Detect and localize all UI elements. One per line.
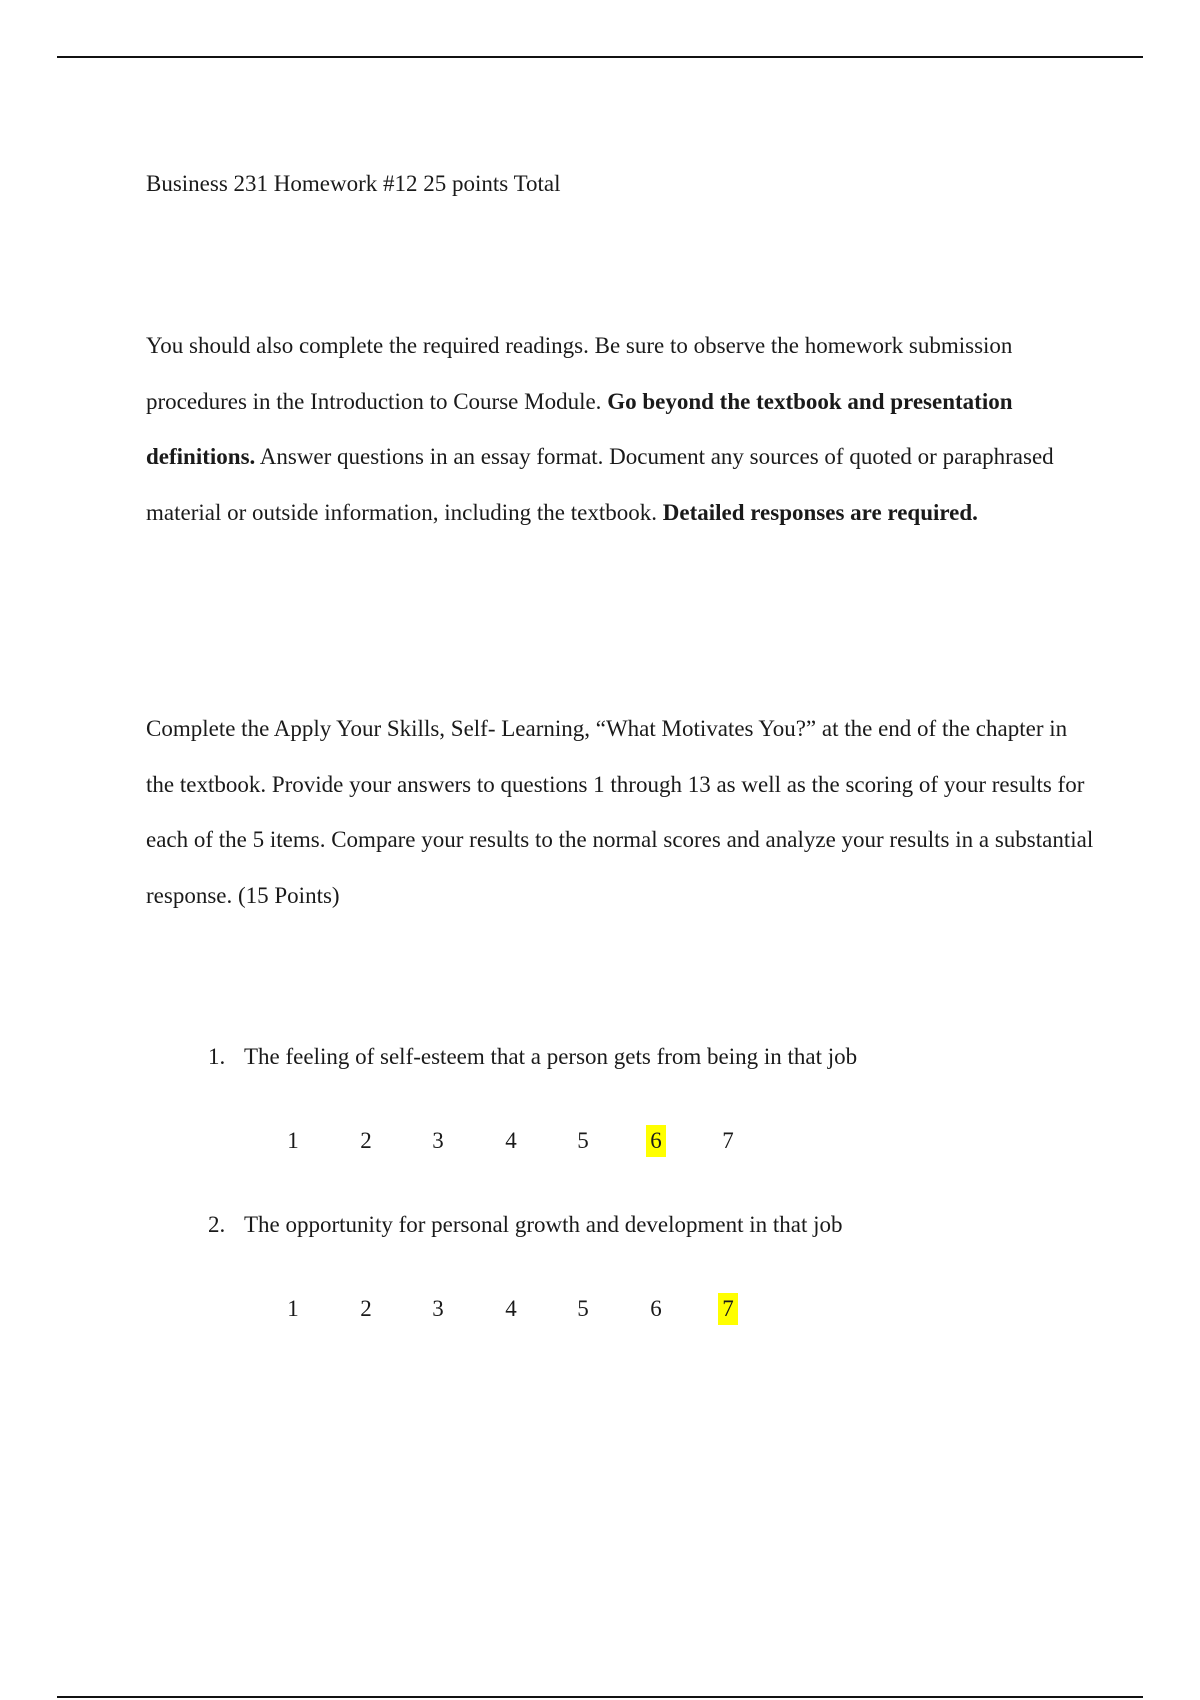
scale-option[interactable]: 4 — [505, 1128, 517, 1153]
intro-text-1: You should also complete the required readings. Be sure to observe the homework submission procedures in the Introduction to Course Module. — [146, 333, 1013, 414]
question-text: The opportunity for personal growth and development in that job — [244, 1212, 843, 1237]
scale-option[interactable]: 3 — [432, 1128, 444, 1153]
scale-option[interactable]: 5 — [577, 1128, 589, 1153]
question-number: 1. — [208, 1044, 226, 1069]
scale-option[interactable]: 2 — [360, 1128, 372, 1153]
intro-text-2: Answer questions in an essay format. Document any sources of quoted or paraphrased material or outside information, including the textbook. — [146, 444, 1054, 525]
assignment-paragraph: Complete the Apply Your Skills, Self- Learning, “What Motivates You?” at the end of the chapter in the textbook. Provide your answers to questions 1 through 13 as well as the scoring of your results for each of the 5 items. Compare your results to the normal scores and analyze your results in a substantial response. (15 Points) — [146, 716, 1094, 908]
question-item — [208, 1041, 857, 1073]
scale-option[interactable]: 1 — [287, 1296, 299, 1321]
scale-option[interactable]: 3 — [432, 1296, 444, 1321]
document-title: Business 231 Homework #12 25 points Total — [146, 171, 561, 196]
intro-bold-1: Go beyond the textbook and presentation definitions. — [146, 388, 1013, 469]
top-rule — [57, 56, 1143, 58]
intro-paragraph — [146, 318, 1096, 540]
scale-option-selected[interactable]: 6 — [646, 1125, 666, 1157]
scale-option[interactable]: 1 — [287, 1128, 299, 1153]
scale-option[interactable]: 4 — [505, 1296, 517, 1321]
scale-option-selected[interactable]: 7 — [718, 1293, 738, 1325]
question-number: 2. — [208, 1212, 226, 1237]
question-text: The feeling of self-esteem that a person gets from being in that job — [244, 1044, 858, 1069]
scale-option[interactable]: 2 — [360, 1296, 372, 1321]
scale-option[interactable]: 6 — [650, 1296, 662, 1321]
scale-option[interactable]: 5 — [577, 1296, 589, 1321]
scale-option[interactable]: 7 — [722, 1128, 734, 1153]
bottom-rule — [57, 1696, 1143, 1698]
intro-bold-2: Detailed responses are required. — [662, 499, 978, 525]
question-item — [208, 1209, 843, 1241]
